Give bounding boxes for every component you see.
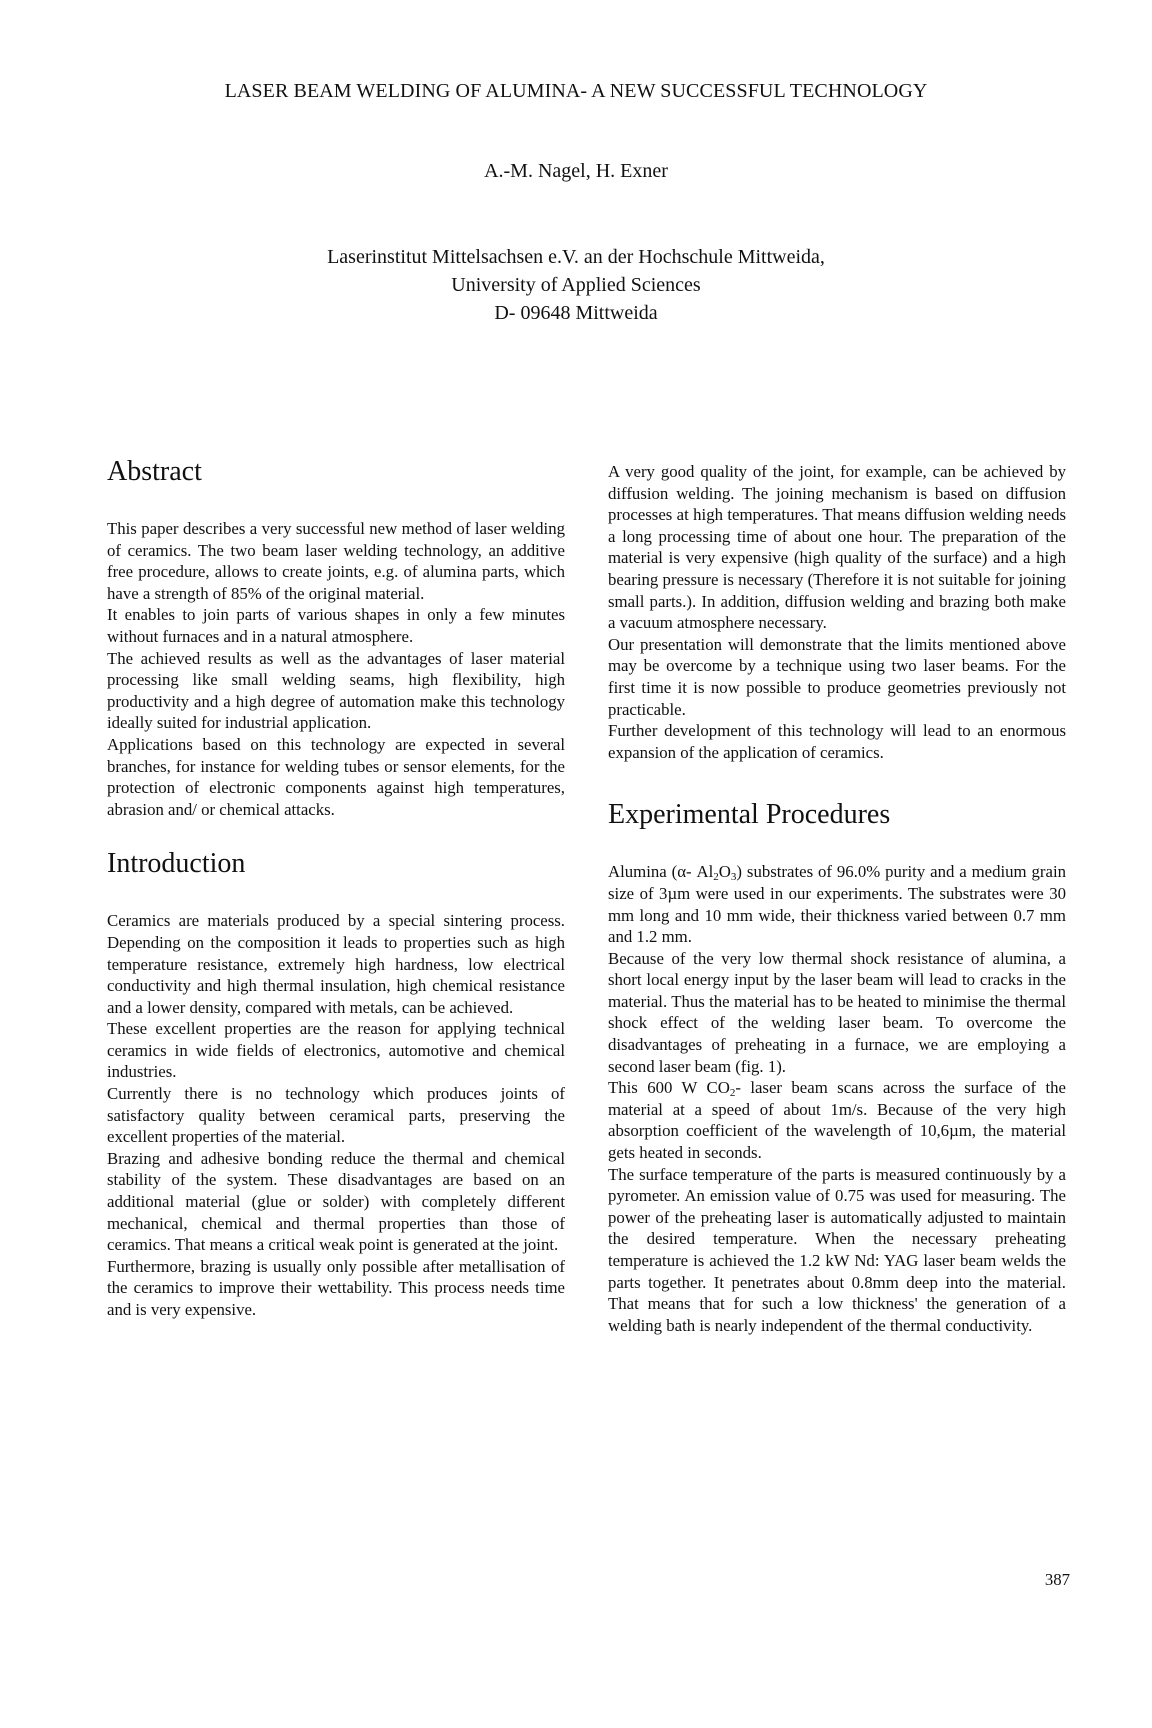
experimental-paragraph: The surface temperature of the parts is measured continuously by a pyrometer. An emission value of 0.75 was used for measuring. The power of the preheating laser is automatically adjusted to maintain the desired temperature. When the necessary preheating temperature is achieved the 1.2 kW Nd: YAG laser beam welds the parts together. It penetrates about 0.8mm deep into the material. That means that for such a low thickness' the generation of a welding bath is nearly independent of the thermal conductivity. (608, 1164, 1066, 1335)
affiliation-line: D- 09648 Mittweida (494, 302, 658, 324)
intro-continued-paragraph: A very good quality of the joint, for example, can be achieved by diffusion welding. The joining mechanism is based on diffusion processes at high temperatures. That means diffusion welding needs a long processing time of about one hour. The preparation of the material is very expensive (high quality of the surface) and a high bearing pressure is necessary (Therefore it is not suitable for joining small parts.). In addition, diffusion welding and brazing both make a vacuum atmosphere necessary. (608, 462, 1066, 633)
text-run: ) substrates of 96.0% purity and a medium grain size of 3µm were used in our experiments. The substrates were 30 mm long and 10 mm wide, their thickness varied between 0.7 mm and 1.2 mm. (608, 862, 1066, 947)
text-run: - laser beam scans across the surface of the material at a speed of about 1m/s. Because of the very high absorption coefficient of the wavelength of 10,6µm, the material gets heated in seconds. (608, 1078, 1066, 1163)
abstract-paragraph: Applications based on this technology are expected in several branches, for instance for welding tubes or sensor elements, for the protection of electronic components against high temperatures, abrasion and/ or chemical attacks. (107, 734, 565, 819)
introduction-paragraph: Furthermore, brazing is usually only possible after metallisation of the ceramics to improve their wettability. This process needs time and is very expensive. (107, 1256, 565, 1319)
experimental-heading: Experimental Procedures (608, 799, 891, 831)
introduction-heading: Introduction (107, 848, 246, 880)
text-run: Alumina (α- Al (608, 862, 714, 882)
affiliation (0, 243, 1152, 327)
intro-continued-paragraph: Our presentation will demonstrate that the limits mentioned above may be overcome by a technique using two laser beams. For the first time it is now possible to produce geometries previously not practicable. (608, 634, 1066, 719)
intro-continued-paragraph: Further development of this technology will lead to an enormous expansion of the application of ceramics. (608, 721, 1066, 762)
page-number: 387 (1044, 1570, 1070, 1589)
abstract-paragraph: This paper describes a very successful new method of laser welding of ceramics. The two beam laser welding technology, an additive free procedure, allows to create joints, e.g. of alumina parts, which have a strength of 85% of the original material. (107, 519, 565, 603)
experimental-paragraph: Because of the very low thermal shock resistance of alumina, a short local energy input by the laser beam will lead to cracks in the material. Thus the material has to be heated to minimise the thermal shock effect of the welding laser beam. To overcome the disadvantages of preheating in a furnace, we are employing a second laser beam (fig. 1). (608, 948, 1066, 1076)
affiliation-line: Laserinstitut Mittelsachsen e.V. an der Hochschule Mittweida, (327, 246, 825, 268)
experimental-paragraph (608, 861, 1066, 947)
experimental-paragraph (608, 1077, 1066, 1163)
paper-title: LASER BEAM WELDING OF ALUMINA- A NEW SUCCESSFUL TECHNOLOGY (224, 80, 928, 102)
subscript: 3 (730, 871, 737, 884)
right-column (608, 461, 1066, 1336)
introduction-paragraph: Currently there is no technology which produces joints of satisfactory quality between ceramical parts, preserving the excellent properties of the material. (107, 1084, 565, 1147)
left-column (107, 456, 565, 1321)
subscript: 2 (713, 871, 719, 884)
abstract-paragraph: It enables to join parts of various shapes in only a few minutes without furnaces and in a natural atmosphere. (107, 605, 565, 646)
introduction-paragraph: Ceramics are materials produced by a special sintering process. Depending on the composition it leads to properties such as high temperature resistance, extremely high hardness, low electrical conductivity and high thermal insulation, high chemical resistance and a lower density, compared with metals, can be achieved. (107, 911, 565, 1017)
abstract-heading: Abstract (107, 456, 202, 487)
text-run: This 600 W CO (608, 1078, 730, 1098)
introduction-paragraph: These excellent properties are the reason for applying technical ceramics in wide fields of electronics, automotive and chemical industries. (107, 1019, 565, 1082)
abstract-paragraph: The achieved results as well as the advantages of laser material processing like small welding seams, high flexibility, high productivity and a high degree of automation make this technology ideally suited for industrial application. (107, 648, 565, 733)
authors: A.-M. Nagel, H. Exner (484, 160, 668, 182)
affiliation-line: University of Applied Sciences (451, 274, 701, 296)
text-run: O (718, 862, 731, 882)
introduction-paragraph: Brazing and adhesive bonding reduce the thermal and chemical stability of the system. These disadvantages are based on an additional material (glue or solder) with completely different mechanical, chemical and thermal properties than those of ceramics. That means a critical weak point is generated at the joint. (107, 1148, 565, 1255)
subscript: 2 (729, 1087, 736, 1100)
